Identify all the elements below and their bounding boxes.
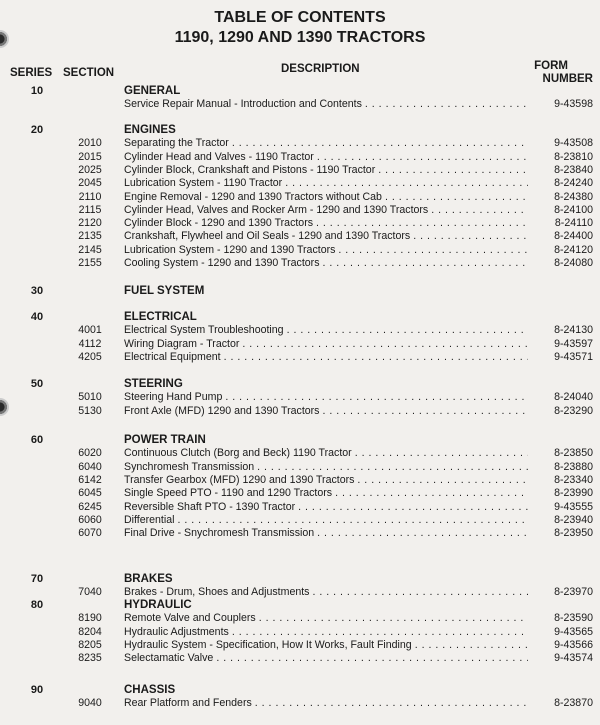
- entry-description-text: Lubrication System - 1290 and 1390 Tractors: [124, 244, 338, 256]
- toc-entry: [0, 176, 600, 190]
- entry-description: [124, 460, 528, 474]
- form-number: 9-43566: [554, 638, 593, 651]
- form-number: 8-24040: [554, 391, 593, 404]
- toc-entry: [0, 513, 600, 527]
- form-number: 8-24110: [554, 217, 593, 230]
- toc-entry: [0, 473, 600, 487]
- toc-entry: [0, 460, 600, 474]
- entry-description: [124, 337, 528, 351]
- toc-entry: [0, 390, 600, 404]
- entry-description-text: Cylinder Block - 1290 and 1390 Tractors: [124, 217, 316, 229]
- toc-entry: [0, 203, 600, 217]
- entry-description-text: Transfer Gearbox (MFD) 1290 and 1390 Tractors: [124, 474, 357, 486]
- section-number: 2155: [78, 257, 102, 269]
- entry-description-text: Front Axle (MFD) 1290 and 1390 Tractors: [124, 405, 322, 417]
- entry-description-text: Continuous Clutch (Borg and Beck) 1190 Tractor: [124, 447, 355, 459]
- section-number: 9040: [78, 697, 102, 710]
- entry-description: [124, 190, 528, 204]
- toc-entry: [0, 696, 600, 710]
- entry-description-text: Electrical System Troubleshooting: [124, 324, 287, 336]
- entry-description: [124, 229, 528, 243]
- toc-entry: [0, 350, 600, 364]
- entry-description: [124, 323, 528, 337]
- section-number: 2010: [78, 137, 102, 150]
- series-number: 40: [30, 311, 44, 323]
- section-number: 2025: [78, 163, 102, 176]
- section-number: 5130: [78, 404, 102, 417]
- group-heading-row: [0, 84, 600, 98]
- entry-description: [124, 500, 528, 514]
- group-heading: ELECTRICAL: [124, 311, 197, 323]
- group-heading-row: [0, 572, 600, 586]
- form-number: 8-23850: [554, 447, 593, 460]
- group-heading-row: [0, 683, 600, 697]
- section-number: 2045: [78, 177, 102, 190]
- entry-description-text: Wiring Diagram - Tractor: [124, 338, 242, 350]
- entry-description-text: Differential: [124, 514, 177, 526]
- form-number: 9-43565: [554, 625, 593, 638]
- section-number: 2145: [78, 243, 102, 256]
- form-number: 8-23810: [554, 150, 593, 163]
- form-number: 8-23880: [554, 460, 593, 473]
- entry-description-text: Cylinder Head and Valves - 1190 Tractor: [124, 151, 317, 163]
- section-number: 6060: [78, 513, 102, 526]
- toc-entry: [0, 651, 600, 665]
- entry-description: [124, 638, 528, 652]
- column-header-description: DESCRIPTION: [281, 63, 360, 75]
- entry-description-text: Separating the Tractor: [124, 137, 232, 149]
- entry-description: [124, 256, 528, 270]
- form-number: 8-24380: [554, 190, 593, 203]
- toc-entry: [0, 611, 600, 625]
- entry-description-text: Steering Hand Pump: [124, 391, 225, 403]
- group-heading-row: [0, 377, 600, 391]
- toc-entry: [0, 526, 600, 540]
- form-number: 8-24400: [554, 230, 593, 243]
- entry-description-text: Cooling System - 1290 and 1390 Tractors: [124, 257, 323, 269]
- toc-entry: [0, 216, 600, 230]
- entry-description-text: Final Drive - Snychromesh Transmission: [124, 527, 317, 539]
- form-number: 9-43555: [554, 500, 593, 513]
- column-header-number: NUMBER: [542, 73, 593, 85]
- section-number: 5010: [78, 391, 102, 404]
- entry-description: [124, 696, 528, 710]
- toc-entry: [0, 256, 600, 270]
- series-number: 70: [30, 573, 44, 585]
- section-number: 2135: [78, 230, 102, 243]
- group-heading-row: [0, 598, 600, 612]
- page-title: TABLE OF CONTENTS: [214, 9, 386, 26]
- entry-description: [124, 513, 528, 527]
- entry-description: [124, 446, 528, 460]
- form-number: 8-23970: [554, 586, 593, 599]
- entry-description: [124, 473, 528, 487]
- entry-description: [124, 526, 528, 540]
- group-heading-row: [0, 310, 600, 324]
- toc-entry: [0, 243, 600, 257]
- entry-description-text: Cylinder Block, Crankshaft and Pistons - 1190 Tractor: [124, 164, 378, 176]
- toc-entry: [0, 150, 600, 164]
- entry-description-text: Lubrication System - 1190 Tractor: [124, 177, 285, 189]
- toc-entry: [0, 486, 600, 500]
- form-number: 8-23840: [554, 163, 593, 176]
- series-number: 10: [30, 85, 44, 97]
- toc-entry: [0, 190, 600, 204]
- group-heading: BRAKES: [124, 573, 173, 585]
- section-number: 6040: [78, 460, 102, 473]
- toc-entry: [0, 323, 600, 337]
- entry-description: [124, 176, 528, 190]
- entry-description-text: Rear Platform and Fenders: [124, 697, 255, 709]
- section-number: 6245: [78, 500, 102, 513]
- form-number: 8-24120: [554, 243, 593, 256]
- group-heading-row: [0, 433, 600, 447]
- entry-description: [124, 651, 528, 665]
- group-heading-row: [0, 123, 600, 137]
- form-number: 8-23590: [554, 612, 593, 625]
- entry-description: [124, 390, 528, 404]
- entry-description: [124, 243, 528, 257]
- series-number: 90: [30, 684, 44, 696]
- entry-description: [124, 486, 528, 500]
- section-number: 8205: [78, 638, 102, 651]
- section-number: 6045: [78, 487, 102, 500]
- entry-description-text: Service Repair Manual - Introduction and Contents: [124, 98, 365, 110]
- form-number: 8-23950: [554, 527, 593, 540]
- group-heading: POWER TRAIN: [124, 434, 206, 446]
- form-number: 8-23340: [554, 473, 593, 486]
- entry-description: [124, 136, 528, 150]
- entry-description-text: Single Speed PTO - 1190 and 1290 Tractors: [124, 487, 335, 499]
- form-number: 9-43574: [554, 652, 593, 665]
- entry-description: [124, 625, 528, 639]
- section-number: 6070: [78, 527, 102, 540]
- toc-entry: [0, 337, 600, 351]
- section-number: 2110: [78, 190, 102, 203]
- entry-description: [124, 404, 528, 418]
- entry-description: [124, 150, 528, 164]
- entry-description: [124, 611, 528, 625]
- section-number: 2115: [78, 203, 102, 216]
- form-number: 8-23290: [554, 404, 593, 417]
- series-number: 50: [30, 378, 44, 390]
- section-number: 8204: [78, 625, 102, 638]
- form-number: 8-23990: [554, 487, 593, 500]
- entry-description-text: Hydraulic Adjustments: [124, 626, 232, 638]
- column-header-form: FORM: [534, 60, 568, 72]
- entry-description-text: Crankshaft, Flywheel and Oil Seals - 1290 and 1390 Tractors: [124, 230, 413, 242]
- toc-entry: [0, 446, 600, 460]
- entry-description-text: Electrical Equipment: [124, 351, 224, 363]
- section-number: 8235: [78, 652, 102, 665]
- section-number: 8190: [78, 612, 102, 625]
- column-header-section: SECTION: [63, 67, 115, 79]
- form-number: 9-43508: [554, 137, 593, 150]
- entry-description: [124, 97, 528, 111]
- form-number: 8-24100: [554, 203, 593, 216]
- entry-description-text: Hydraulic System - Specification, How It Works, Fault Finding: [124, 639, 415, 651]
- form-number: 9-43571: [554, 350, 593, 363]
- entry-description-text: Remote Valve and Couplers: [124, 612, 259, 624]
- group-heading: GENERAL: [124, 85, 181, 97]
- form-number: 8-23940: [554, 513, 593, 526]
- entry-description-text: Selectamatic Valve: [124, 652, 216, 664]
- toc-entry: [0, 136, 600, 150]
- section-number: 2015: [78, 150, 102, 163]
- entry-description: [124, 203, 528, 217]
- entry-description-text: Reversible Shaft PTO - 1390 Tractor: [124, 501, 298, 513]
- section-number: 7040: [78, 586, 102, 599]
- entry-description-text: Engine Removal - 1290 and 1390 Tractors without Cab: [124, 191, 385, 203]
- group-heading-row: [0, 284, 600, 298]
- form-number: 8-24080: [554, 257, 593, 269]
- group-heading: ENGINES: [124, 124, 176, 136]
- entry-description-text: Synchromesh Transmission: [124, 461, 257, 473]
- toc-entry: [0, 625, 600, 639]
- group-heading: CHASSIS: [124, 684, 176, 696]
- entry-description: [124, 216, 528, 230]
- section-number: 4112: [78, 337, 102, 350]
- section-number: 4205: [78, 350, 102, 363]
- form-number: 9-43598: [554, 98, 593, 111]
- toc-entry: [0, 638, 600, 652]
- section-number: 4001: [78, 324, 102, 337]
- series-number: 80: [30, 599, 44, 611]
- form-number: 8-23870: [554, 697, 593, 710]
- entry-description-text: Cylinder Head, Valves and Rocker Arm - 1290 and 1390 Tractors: [124, 204, 431, 216]
- page-subtitle: 1190, 1290 AND 1390 TRACTORS: [174, 29, 426, 46]
- section-number: 6020: [78, 447, 102, 460]
- entry-description: [124, 163, 528, 177]
- entry-description: [124, 350, 528, 364]
- toc-entry: [0, 97, 600, 111]
- series-number: 20: [30, 124, 44, 136]
- form-number: 8-24130: [554, 324, 593, 337]
- toc-entry: [0, 404, 600, 418]
- form-number: 9-43597: [554, 337, 593, 350]
- entry-description-text: Brakes - Drum, Shoes and Adjustments: [124, 586, 312, 598]
- group-heading: HYDRAULIC: [124, 599, 192, 611]
- toc-entry: [0, 500, 600, 514]
- group-heading: FUEL SYSTEM: [124, 285, 205, 297]
- section-number: 6142: [78, 473, 102, 486]
- form-number: 8-24240: [554, 177, 593, 190]
- series-number: 30: [30, 285, 44, 297]
- toc-entry: [0, 163, 600, 177]
- toc-entry: [0, 229, 600, 243]
- group-heading: STEERING: [124, 378, 183, 390]
- section-number: 2120: [78, 217, 102, 230]
- column-header-series: SERIES: [10, 67, 53, 79]
- series-number: 60: [30, 434, 44, 446]
